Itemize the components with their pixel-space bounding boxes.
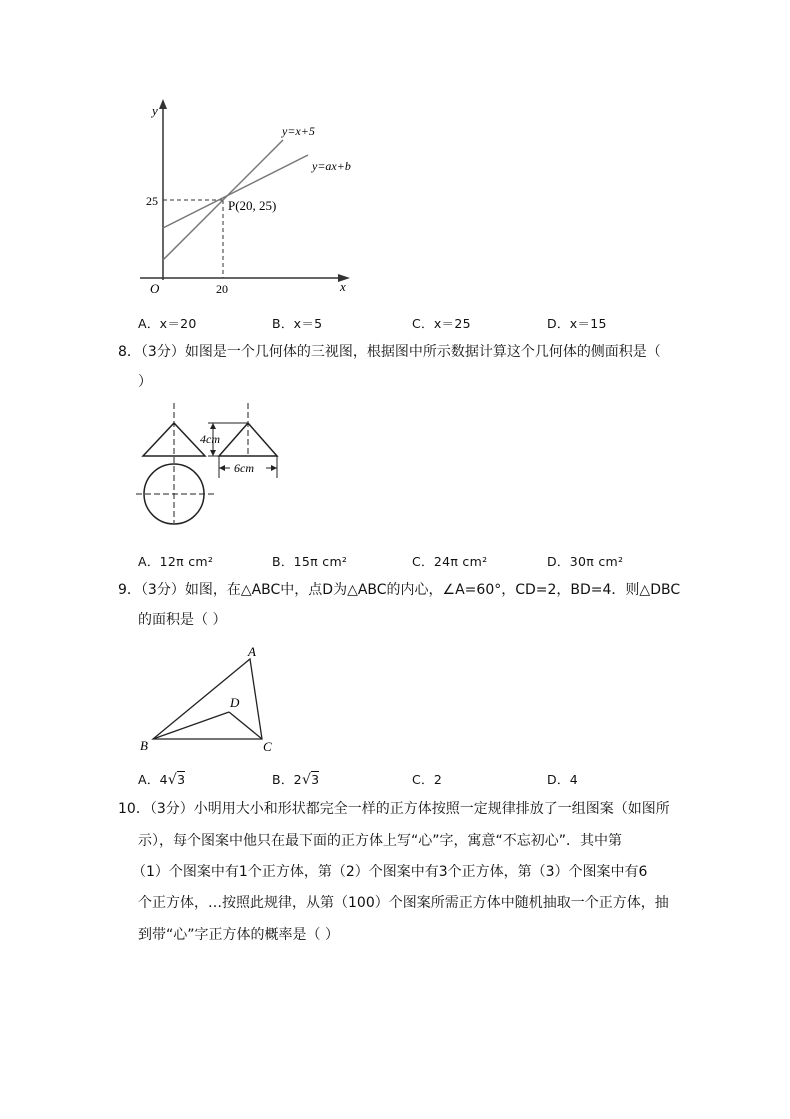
segment-bd	[153, 712, 229, 739]
line-y-equals-ax-plus-b	[163, 155, 308, 228]
sqrt-radicand: 3	[311, 772, 320, 787]
three-view-figure	[130, 398, 290, 533]
segment-dc	[229, 712, 262, 739]
q7-option-d[interactable]: D．x＝15	[547, 316, 607, 331]
q10-question-line2: 示），每个图案中他只在最下面的正方体上写“心”字，寓意“不忘初心”．其中第	[138, 833, 623, 849]
q10-question-line5: 到带“心”字正方体的概率是（ ）	[138, 927, 339, 943]
triangle-abc-figure	[135, 642, 285, 757]
line2-label: y=ax+b	[312, 159, 351, 173]
point-d-label: D	[230, 695, 240, 710]
line1-label: y=x+5	[282, 124, 315, 138]
q9-option-a-text: A．4	[138, 772, 168, 787]
width-arrow-head-right	[271, 465, 277, 471]
q9-option-a[interactable]	[138, 770, 185, 788]
q7-option-b[interactable]: B．x＝5	[272, 316, 323, 331]
q8-question-line1: 8．（3分）如图是一个几何体的三视图，根据图中所示数据计算这个几何体的侧面积是（	[118, 344, 661, 360]
width-arrow-head-left	[219, 465, 225, 471]
q9-question-line2: 的面积是（ ）	[138, 612, 227, 628]
q8-option-c[interactable]: C．24π cm²	[412, 554, 488, 569]
x-axis-label: x	[340, 279, 346, 294]
x-tick-label: 20	[216, 282, 228, 296]
width-label: 6cm	[234, 461, 254, 475]
vertex-c-label: C	[263, 739, 272, 754]
triangle-abc	[153, 659, 262, 739]
y-tick-label: 25	[146, 194, 158, 208]
vertex-a-label: A	[248, 644, 256, 659]
height-arrow-head-top	[210, 423, 216, 429]
q8-option-b[interactable]: B．15π cm²	[272, 554, 348, 569]
q9-option-b-text: B．2	[272, 772, 302, 787]
height-label: 4cm	[200, 432, 220, 446]
linear-graph-figure	[130, 95, 370, 305]
q7-option-c[interactable]: C．x＝25	[412, 316, 471, 331]
q9-question-line1: 9．（3分）如图，在△ABC中，点D为△ABC的内心，∠A=60°，CD=2，BD=4．则△DBC	[118, 582, 681, 598]
q10-question-line4: 个正方体，…按照此规律，从第（100）个图案所需正方体中随机抽取一个正方体，抽	[138, 895, 669, 911]
origin-label: O	[150, 281, 160, 296]
q8-option-d[interactable]: D．30π cm²	[547, 554, 624, 569]
point-label: P(20, 25)	[228, 198, 277, 213]
q8-question-line2: ）	[138, 374, 152, 390]
q9-option-c[interactable]: C．2	[412, 772, 443, 787]
q8-option-a[interactable]: A．12π cm²	[138, 554, 214, 569]
height-arrow-head-bottom	[210, 450, 216, 456]
q10-question-line1: 10．（3分）小明用大小和形状都完全一样的正方体按照一定规律排放了一组图案（如图所	[118, 801, 670, 817]
y-axis-arrow	[159, 99, 167, 109]
vertex-b-label: B	[140, 738, 148, 753]
y-axis-label: y	[152, 103, 158, 118]
sqrt-symbol: √	[301, 772, 312, 788]
q9-option-d[interactable]: D．4	[547, 772, 578, 787]
q9-option-b[interactable]	[272, 770, 319, 788]
sqrt-symbol: √	[167, 772, 178, 788]
sqrt-radicand: 3	[177, 772, 186, 787]
q7-option-a[interactable]: A．x＝20	[138, 316, 197, 331]
q10-question-line3: （1）个图案中有1个正方体，第（2）个图案中有3个正方体，第（3）个图案中有6	[132, 864, 648, 880]
